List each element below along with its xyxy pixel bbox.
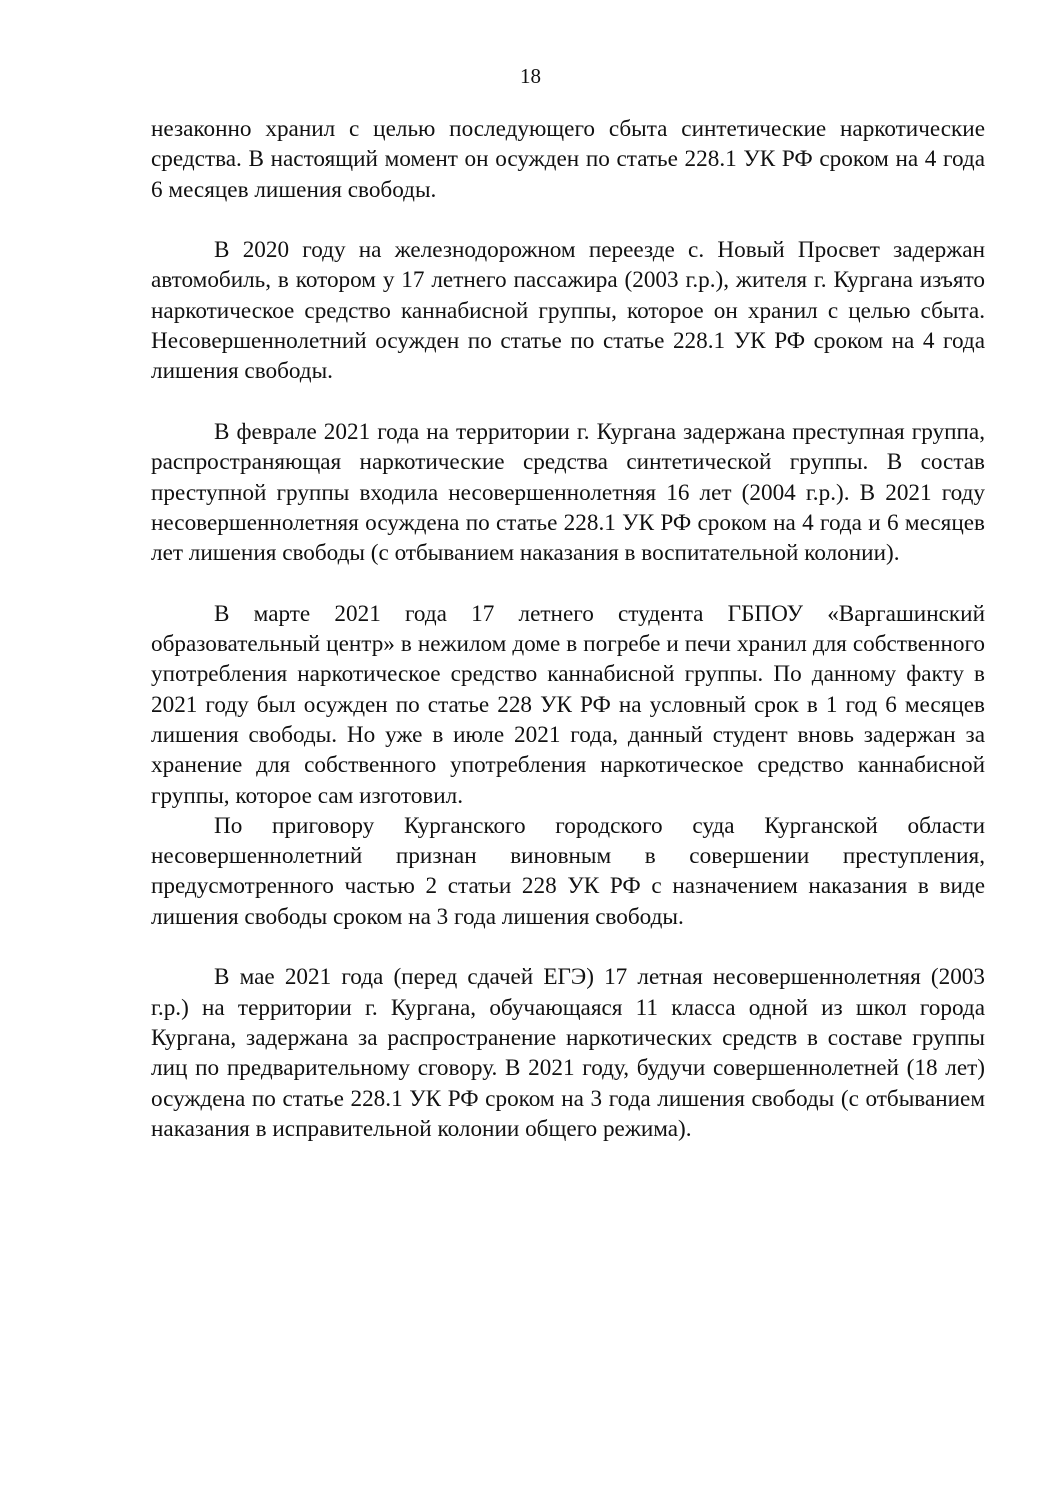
document-body	[151, 114, 985, 1144]
paragraph-court-verdict: По приговору Курганского городского суда Курганской области несовершеннолетний признан виновным в совершении преступления, предусмотренного частью 2 статьи 228 УК РФ с назначением наказания в виде лишения свободы сроком на 3 года лишения свободы.	[151, 812, 985, 930]
paragraph-case-2020-railway-crossing: В 2020 году на железнодорожном переезде с. Новый Просвет задержан автомобиль, в котором у 17 летнего пассажира (2003 г.р.), жителя г. Кургана изъято наркотическое средство каннабисной группы, которое он хранил с целью сбыта. Несовершеннолетний осужден по статье по статье 228.1 УК РФ сроком на 4 года лишения свободы.	[151, 237, 985, 385]
paragraph-case-feb-2021-criminal-group: В феврале 2021 года на территории г. Кургана задержана преступная группа, распространяющая наркотические средства синтетической группы. В состав преступной группы входила несовершеннолетняя 16 лет (2004 г.р.). В 2021 году несовершеннолетняя осуждена по статье 228.1 УК РФ сроком на 4 года и 6 месяцев лет лишения свободы (с отбыванием наказания в воспитательной колонии).	[151, 418, 985, 567]
paragraph-case-may-2021-schoolgirl: В мае 2021 года (перед сдачей ЕГЭ) 17 летная несовершеннолетняя (2003 г.р.) на территории г. Кургана, обучающаяся 11 класса одной из школ города Кургана, задержана за распространение наркотических средств в составе группы лиц по предварительному сговору. В 2021 году, будучи совершеннолетней (18 лет) осуждена по статье 228.1 УК РФ сроком на 3 года лишения свободы (с отбыванием наказания в исправительной колонии общего режима).	[151, 964, 985, 1142]
paragraph-case-mar-2021-student: В марте 2021 года 17 летнего студента ГБПОУ «Варгашинский образовательный центр» в нежилом доме в погребе и печи хранил для собственного употребления наркотическое средство каннабисной группы. По данному факту в 2021 году был осужден по статье 228 УК РФ на условный срок в 1 год 6 месяцев лишения свободы. Но уже в июле 2021 года, данный студент вновь задержан за хранение для собственного употребления наркотическое средство каннабисной группы, которое сам изготовил.	[151, 600, 985, 809]
page-number: 18	[520, 64, 541, 88]
paragraph-continuation: незаконно хранил с целью последующего сбыта синтетические наркотические средства. В настоящий момент он осужден по статье 228.1 УК РФ сроком на 4 года 6 месяцев лишения свободы.	[151, 116, 985, 203]
